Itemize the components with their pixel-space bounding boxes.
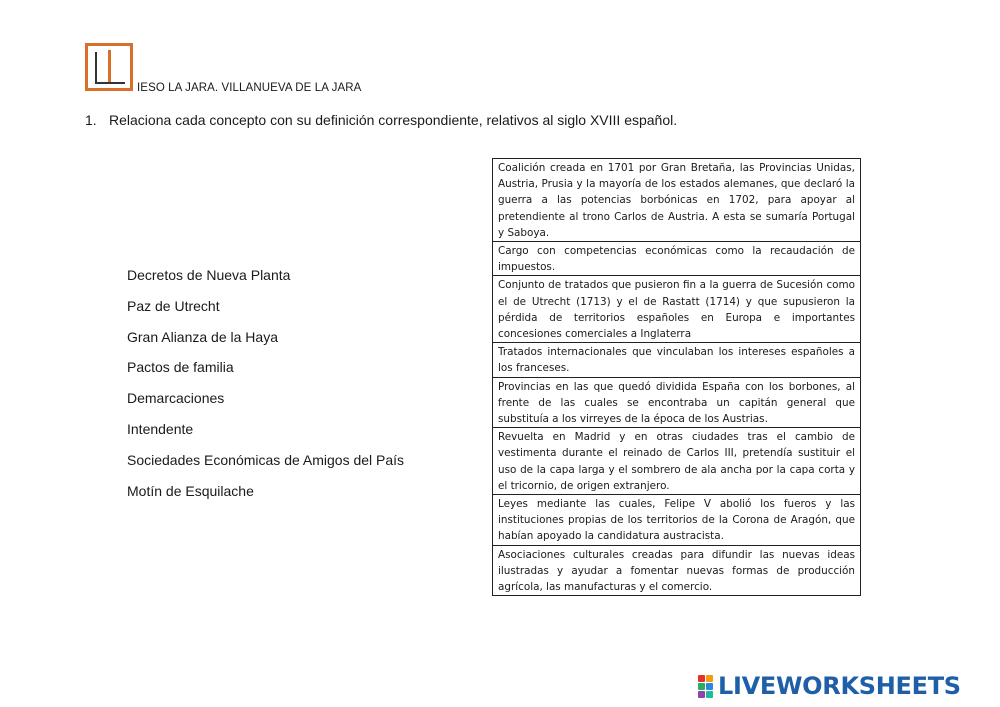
question-text: Relaciona cada concepto con su definición correspondiente, relativos al siglo XVIII español. bbox=[109, 112, 678, 128]
definition-cell[interactable]: Revuelta en Madrid y en otras ciudades tras el cambio de vestimenta durante el reinado de Carlos III, pretendía sustituir el uso de la capa larga y el sombrero de ala ancha por la capa corta y el tricornio, de origen extranjero. bbox=[493, 428, 861, 495]
question-number: 1. bbox=[85, 112, 97, 128]
logo-block-icon bbox=[698, 691, 705, 698]
logo-block-icon bbox=[706, 691, 713, 698]
table-row bbox=[493, 545, 861, 596]
definitions-table bbox=[492, 158, 861, 596]
logo-block-icon bbox=[706, 675, 713, 682]
definition-cell[interactable]: Conjunto de tratados que pusieron fin a la guerra de Sucesión como el de Utrecht (1713) y el de Rastatt (1714) y que supusieron la pérdida de territorios españoles en Europa e importantes concesiones comerciales a Inglaterra bbox=[493, 276, 861, 343]
logo-block-icon bbox=[698, 683, 705, 690]
definition-cell[interactable]: Cargo con competencias económicas como la recaudación de impuestos. bbox=[493, 242, 861, 276]
table-row bbox=[493, 377, 861, 428]
question-1 bbox=[85, 112, 677, 128]
school-logo bbox=[85, 43, 133, 91]
liveworksheets-icon bbox=[698, 675, 713, 698]
concept-item[interactable]: Intendente bbox=[127, 420, 194, 437]
concept-item[interactable]: Motín de Esquilache bbox=[127, 482, 254, 499]
table-row bbox=[493, 159, 861, 242]
table-row bbox=[493, 242, 861, 276]
table-row bbox=[493, 276, 861, 343]
logo-block-icon bbox=[706, 683, 713, 690]
concept-item[interactable]: Paz de Utrecht bbox=[127, 297, 220, 314]
concept-item[interactable]: Decretos de Nueva Planta bbox=[127, 267, 291, 283]
table-row bbox=[493, 495, 861, 546]
school-name: IESO LA JARA. VILLANUEVA DE LA JARA bbox=[137, 82, 362, 94]
concept-item[interactable]: Demarcaciones bbox=[127, 390, 225, 407]
definition-cell[interactable]: Asociaciones culturales creadas para difundir las nuevas ideas ilustradas y ayudar a fomentar nuevas formas de producción agrícola, las manufacturas y el comercio. bbox=[493, 545, 861, 596]
definition-cell[interactable]: Leyes mediante las cuales, Felipe V abolió los fueros y las instituciones propias de los territorios de la Corona de Aragón, que habían apoyado la candidatura austracista. bbox=[493, 495, 861, 546]
definition-cell[interactable]: Provincias en las que quedó dividida España con los borbones, al frente de las cuales se encontraba un capitán general que substituía a los virreyes de la época de los Austrias. bbox=[493, 377, 861, 428]
concept-item[interactable]: Pactos de familia bbox=[127, 359, 234, 376]
definition-cell[interactable]: Tratados internacionales que vinculaban los intereses españoles a los franceses. bbox=[493, 343, 861, 377]
logo-block-icon bbox=[698, 675, 705, 682]
concept-list bbox=[127, 266, 404, 512]
concept-item[interactable]: Gran Alianza de la Haya bbox=[127, 328, 278, 345]
liveworksheets-wordmark: LIVEWORKSHEETS bbox=[718, 672, 961, 700]
table-row bbox=[493, 343, 861, 377]
table-row bbox=[493, 428, 861, 495]
liveworksheets-logo bbox=[698, 673, 961, 699]
concept-item[interactable]: Sociedades Económicas de Amigos del País bbox=[127, 451, 405, 468]
definition-cell[interactable]: Coalición creada en 1701 por Gran Bretaña, las Provincias Unidas, Austria, Prusia y la mayoría de los estados alemanes, que declaró la guerra a las potencias borbónicas en 1702, para apoyar al pretendiente al trono Carlos de Austria. A esta se sumaría Portugal y Saboya. bbox=[493, 159, 861, 242]
